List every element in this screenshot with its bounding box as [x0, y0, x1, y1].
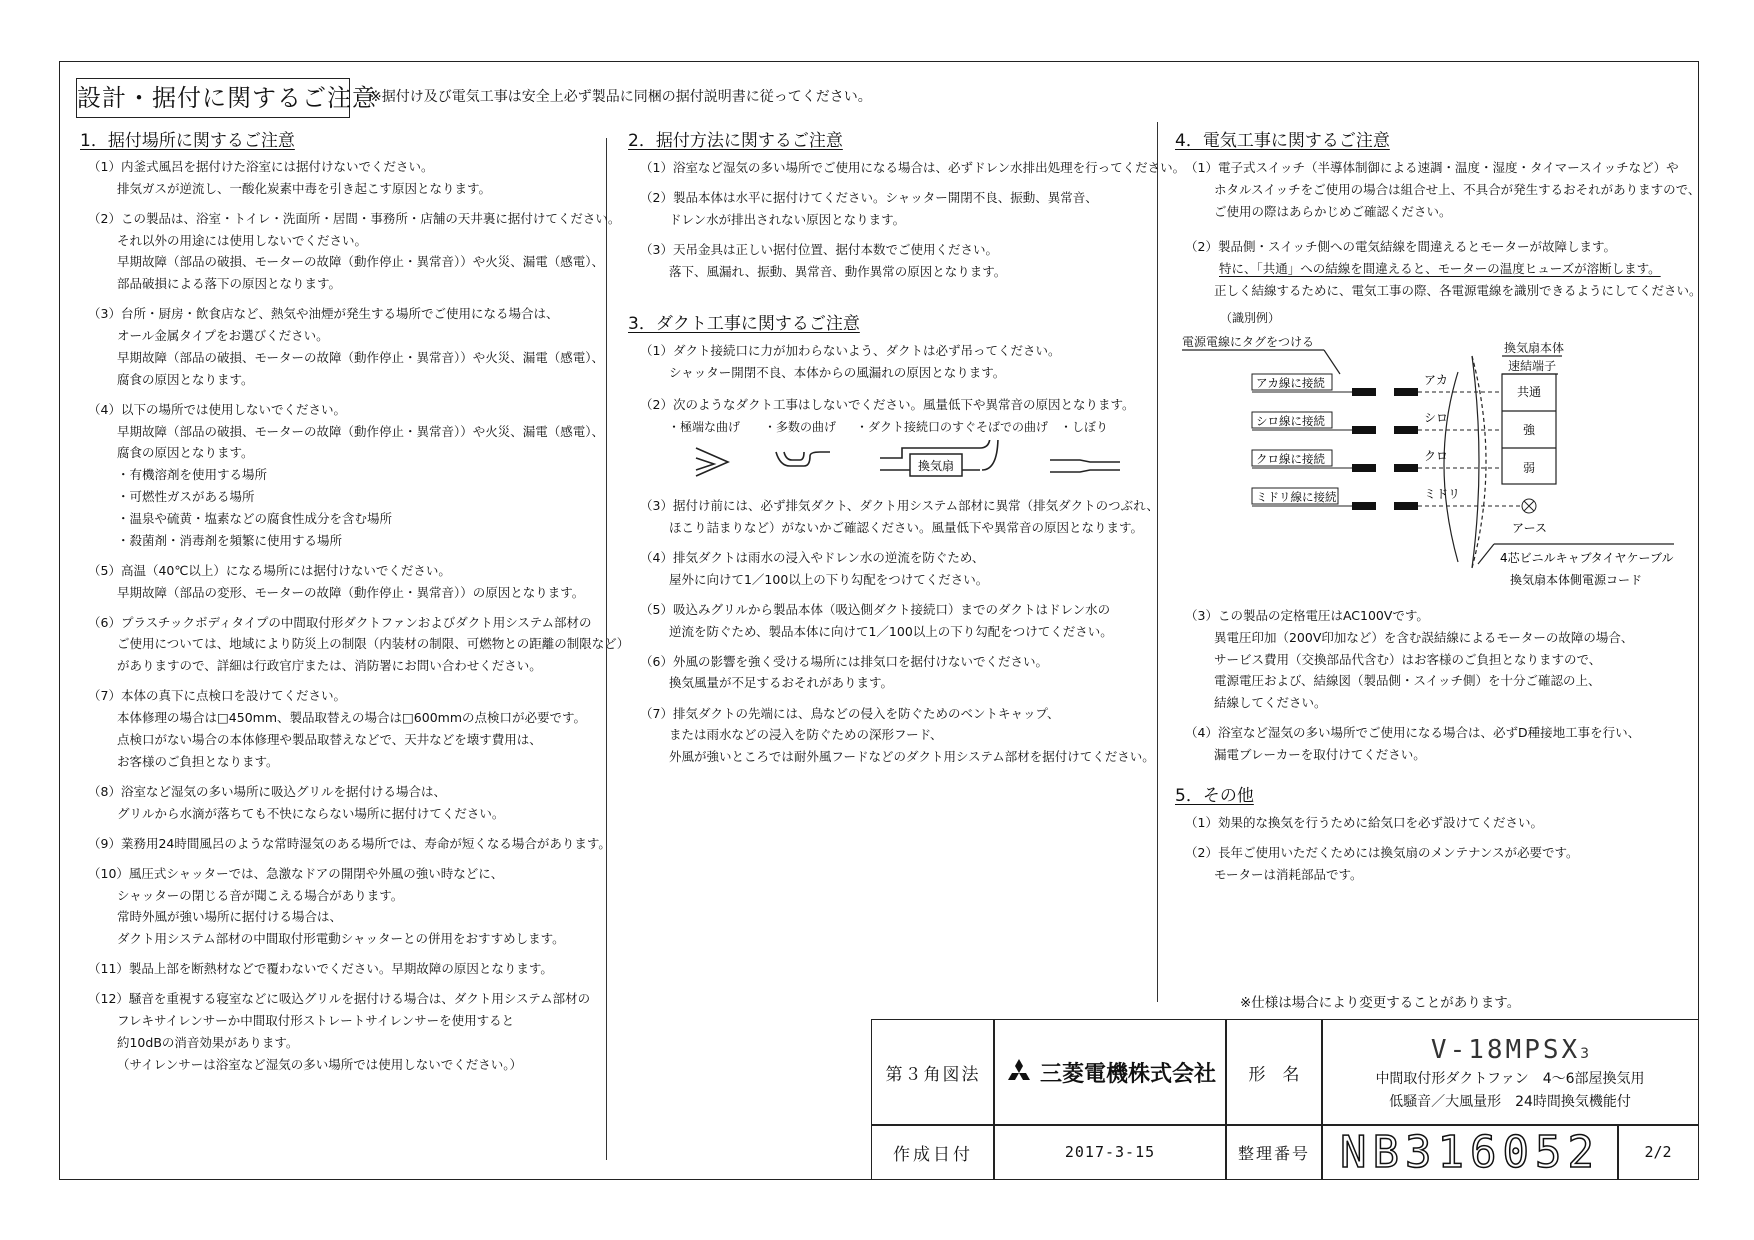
list-item	[640, 495, 1159, 539]
list-item	[88, 988, 629, 1075]
text-line: 約10dBの消音効果があります。	[88, 1034, 299, 1050]
text-line: 早期故障（部品の変形、モーターの故障（動作停止・異常音））の原因となります。	[88, 584, 585, 600]
section4-item2	[1185, 236, 1701, 301]
list-item	[88, 863, 629, 950]
extreme-bend-shape	[696, 448, 728, 476]
text-line: 腐食の原因となります。	[88, 445, 254, 461]
text-line: （8）浴室など湿気の多い場所に吸込グリルを据付ける場合は、	[88, 783, 446, 799]
text-line: 異電圧印加（200V印加など）を含む誤結線によるモーターの故障の場合、	[1185, 629, 1634, 645]
model-desc-1: 中間取付形ダクトファン 4～6部屋換気用	[1375, 1070, 1645, 1087]
list-item	[88, 833, 629, 855]
page-cell	[1617, 1124, 1699, 1180]
terminal-weak: 弱	[1522, 461, 1536, 475]
cord-label: 換気扇本体側電源コード	[1510, 573, 1643, 587]
list-item	[88, 560, 629, 604]
text-line: 腐食の原因となります。	[88, 371, 254, 387]
text-line: シャッター開閉不良、本体からの風漏れの原因となります。	[640, 364, 1006, 380]
docno-cell	[1321, 1124, 1619, 1180]
text-line: （6）外風の影響を強く受ける場所には排気口を据付けないでください。	[640, 653, 1048, 669]
model-desc-2: 低騒音／大風量形 24時間換気機能付	[1389, 1093, 1631, 1110]
example-label: （識別例）	[1220, 311, 1281, 325]
text-line: ・温泉や硫黄・塩素などの腐食性成分を含む場所	[88, 510, 392, 526]
list-item	[88, 303, 629, 390]
text-line: ほこり詰まりなど）がないかご確認ください。風量低下や異常音の原因となります。	[640, 519, 1143, 535]
text-line: 排気ガスが逆流し、一酸化炭素中毒を引き起こす原因となります。	[88, 180, 491, 196]
model-label: 形 名	[1248, 1065, 1300, 1085]
wire-row-red	[1252, 373, 1541, 399]
date-label: 作成日付	[893, 1144, 973, 1165]
text-line: （12）騒音を重視する寝室などに吸込グリルを据付ける場合は、ダクト用システム部材の	[88, 991, 591, 1007]
projection-cell	[871, 1019, 995, 1126]
text-line: 外風が強いところでは耐外風フードなどのダクト用システム部材を据付けてください。	[640, 749, 1155, 765]
terminal-common: 共通	[1516, 385, 1542, 399]
section4-body	[1185, 605, 1640, 774]
page-number: 2/2	[1644, 1143, 1672, 1161]
wire-white: シロ	[1424, 411, 1449, 425]
terminal-label: 速結端子	[1508, 359, 1557, 373]
text-line: （1）効果的な換気を行うために給気口を必ず設けてください。	[1185, 815, 1543, 830]
text-line: （3）台所・厨房・飲食店など、熱気や油煙が発生する場所でご使用になる場合は、	[88, 306, 559, 322]
text-line: （2）この製品は、浴室・トイレ・洗面所・居間・事務所・店舗の天井裏に据付けてください。	[88, 210, 621, 226]
company-cell	[993, 1019, 1227, 1126]
text-line: サービス費用（交換部品代含む）はお客様のご負担となりますので、	[1185, 651, 1602, 667]
text-line: 結線してください。	[1185, 695, 1327, 711]
bad-label-bend-near-port: ・ダクト接続口のすぐそばでの曲げ	[856, 420, 1049, 434]
text-line: モーターは消耗部品です。	[1185, 866, 1363, 882]
model-suffix: 3	[1580, 1045, 1590, 1062]
earth-label: アース	[1512, 521, 1548, 535]
text-line: または雨水などの浸入を防ぐための深形フード、	[640, 727, 943, 743]
document-number: NB316052	[1340, 1126, 1600, 1178]
text-line: 正しく結線するために、電気工事の際、各電源電線を識別できるようにしてください。	[1185, 282, 1702, 298]
text-line: 漏電ブレーカーを取付けてください。	[1185, 747, 1426, 763]
fan-label: 換気扇	[917, 459, 955, 473]
model-cell	[1321, 1019, 1699, 1126]
unit-label: 換気扇本体	[1504, 341, 1565, 355]
wire-green: ミドリ	[1424, 487, 1461, 501]
text-line: （4）以下の場所では使用しないでください。	[88, 401, 346, 417]
text-line: 逆流を防ぐため、製品本体に向けて1／100以上の下り勾配をつけてください。	[640, 623, 1113, 639]
list-item	[1185, 722, 1640, 766]
model-number: V-18MPSX	[1430, 1034, 1581, 1065]
list-item	[640, 599, 1159, 643]
tag-black: クロ線に接続	[1256, 452, 1325, 466]
text-line: がありますので、詳細は行政官庁または、消防署にお問い合わせください。	[88, 658, 542, 674]
text-line: ・有機溶剤を使用する場所	[88, 467, 267, 483]
text-line: オール金属タイプをお選びください。	[88, 328, 329, 344]
spec-note: ※仕様は場合により変更することがあります。	[1240, 995, 1521, 1011]
company-name: 三菱電機株式会社	[1039, 1062, 1216, 1087]
bad-label-extreme-bend: ・極端な曲げ	[668, 420, 741, 434]
tag-red: アカ線に接続	[1256, 376, 1325, 390]
text-line: （1）内釜式風呂を据付けた浴室には据付けないでください。	[88, 159, 434, 174]
section5-heading: 5．その他	[1175, 786, 1254, 806]
text-line: （2）長年ご使用いただくためには換気扇のメンテナンスが必要です。	[1185, 845, 1579, 861]
docno-label: 整理番号	[1237, 1143, 1310, 1163]
text-line: ご使用の際はあらかじめご確認ください。	[1185, 203, 1452, 219]
text-line: （3）天吊金具は正しい据付位置、据付本数でご使用ください。	[640, 241, 998, 257]
text-line: シャッターの閉じる音が聞こえる場合があります。	[88, 887, 404, 903]
text-line: 早期故障（部品の破損、モーターの故障（動作停止・異常音））や火災、漏電（感電）、	[88, 349, 604, 365]
list-item	[88, 612, 629, 677]
text-line: （5）吸込みグリルから製品本体（吸込側ダクト接続口）までのダクトはドレン水の	[640, 601, 1111, 617]
text-line: （10）風圧式シャッターでは、急激なドアの開閉や外風の強い時などに、	[88, 865, 504, 881]
terminal-strong: 強	[1522, 423, 1536, 437]
wire-row-green	[1252, 487, 1547, 535]
text-line: 本体修理の場合は□450mm、製品取替えの場合は□600mmの点検口が必要です。	[88, 710, 587, 726]
text-line: 部品破損による落下の原因となります。	[88, 276, 341, 292]
section1-body	[88, 156, 629, 1084]
text-line: ホタルスイッチをご使用の場合は組合せ上、不具合が発生するおそれがありますので、	[1185, 181, 1701, 197]
text-line: （7）本体の真下に点検口を設けてください。	[88, 688, 346, 704]
mitsubishi-diamonds-icon	[1004, 1059, 1034, 1086]
text-line: 電源電圧および、結線図（製品側・スイッチ側）を十分ご確認の上、	[1185, 673, 1601, 689]
list-item	[640, 187, 1185, 231]
list-item	[640, 157, 1185, 179]
text-line: ご使用については、地域により防災上の制限（内装材の制限、可燃物との距離の制限など）	[88, 636, 630, 652]
list-item	[88, 685, 629, 772]
list-item	[1185, 812, 1578, 834]
tag-white: シロ線に接続	[1256, 414, 1325, 428]
list-item	[88, 156, 629, 200]
section5-body	[1185, 812, 1578, 894]
date-cell	[993, 1124, 1227, 1180]
text-line: （4）排気ダクトは雨水の浸入やドレン水の逆流を防ぐため、	[640, 549, 985, 565]
text-line: （6）プラスチックボディタイプの中間取付形ダクトファンおよびダクト用システム部材の	[88, 614, 592, 630]
wiring-diagram	[1172, 332, 1682, 594]
wire-row-white	[1252, 411, 1536, 437]
list-item	[640, 703, 1159, 768]
page-title: 設計・据付に関するご注意	[76, 78, 350, 118]
tag-label: 電源電線にタグをつける	[1182, 335, 1315, 349]
text-line: （11）製品上部を断熱材などで覆わないでください。早期故障の原因となります。	[88, 961, 553, 977]
list-item	[1185, 842, 1578, 886]
duct-bad-examples-figure	[680, 440, 1130, 490]
date-label-cell	[871, 1124, 995, 1180]
text-line: （3）据付け前には、必ず排気ダクト、ダクト用システム部材に異常（排気ダクトのつぶれ、	[640, 498, 1159, 513]
text-line: 換気風量が不足するおそれがあります。	[640, 675, 893, 691]
safety-note: ※据付け及び電気工事は安全上必ず製品に同梱の据付説明書に従ってください。	[370, 89, 872, 105]
projection-text: 第３角図法	[885, 1065, 981, 1085]
section3-item2: （2）次のようなダクト工事はしないでください。風量低下や異常音の原因となります。	[640, 397, 1135, 412]
text-line: （1）浴室など湿気の多い場所でご使用になる場合は、必ずドレン水排出処理を行ってください。	[640, 160, 1186, 175]
text-line: フレキサイレンサーか中間取付形ストレートサイレンサーを使用すると	[88, 1013, 515, 1029]
wire-black: クロ	[1424, 449, 1449, 463]
section1-heading: 1．据付場所に関するご注意	[80, 131, 295, 151]
wire-red: アカ	[1424, 373, 1448, 387]
section3-item1	[640, 340, 1060, 384]
text-line: （1）ダクト接続口に力が加わらないよう、ダクトは必ず吊ってください。	[640, 343, 1061, 358]
text-line: （1）電子式スイッチ（半導体制御による速調・温度・湿度・タイマースイッチなど）や	[1185, 160, 1679, 175]
text-line: （9）業務用24時間風呂のような常時湿気のある場所では、寿命が短くなる場合があります。	[88, 835, 611, 851]
text-line: 点検口がない場合の本体修理や製品取替えなどで、天井などを壊す費用は、	[88, 731, 542, 747]
text-line: お客様のご負担となります。	[88, 753, 279, 769]
list-item	[88, 399, 629, 552]
section3-heading: 3．ダクト工事に関するご注意	[628, 314, 860, 334]
text-line: 早期故障（部品の破損、モーターの故障（動作停止・異常音））や火災、漏電（感電）、	[88, 254, 604, 270]
bad-label-squeeze: ・しぼり	[1060, 420, 1109, 434]
docno-label-cell	[1225, 1124, 1323, 1180]
date-value: 2017-3-15	[1064, 1143, 1156, 1161]
text-line: （4）浴室など湿気の多い場所でご使用になる場合は、必ずD種接地工事を行い、	[1185, 725, 1641, 741]
bad-label-many-bends: ・多数の曲げ	[764, 420, 837, 434]
text-line: （2）製品本体は水平に据付けてください。シャッター開閉不良、振動、異常音、	[640, 190, 1098, 206]
text-line: 常時外風が強い場所に据付ける場合は、	[88, 909, 342, 925]
text-line: （サイレンサーは浴室など湿気の多い場所では使用しないでください。）	[88, 1056, 523, 1072]
section2-heading: 2．据付方法に関するご注意	[628, 131, 843, 151]
list-item	[640, 651, 1159, 695]
section4-item1	[1185, 157, 1700, 222]
text-line: ・殺菌剤・消毒剤を頻繁に使用する場所	[88, 532, 342, 548]
list-item	[88, 781, 629, 825]
text-line: 落下、風漏れ、振動、異常音、動作異常の原因となります。	[640, 263, 1007, 279]
text-line: （2）製品側・スイッチ側への電気結線を間違えるとモーターが故障します。	[1185, 239, 1616, 254]
text-line: グリルから水滴が落ちても不快にならない場所に据付けてください。	[88, 805, 505, 821]
model-label-cell	[1225, 1019, 1323, 1126]
text-line: 屋外に向けて1／100以上の下り勾配をつけてください。	[640, 571, 989, 587]
text-line: （7）排気ダクトの先端には、鳥などの侵入を防ぐためのベントキャップ、	[640, 705, 1060, 721]
list-item	[640, 239, 1185, 283]
text-line: それ以外の用途には使用しないでください。	[88, 232, 367, 248]
section4-heading: 4．電気工事に関するご注意	[1175, 131, 1390, 151]
text-line: （3）この製品の定格電圧はAC100Vです。	[1185, 608, 1429, 623]
section2-body	[640, 157, 1185, 291]
text-line: ダクト用システム部材の中間取付形電動シャッターとの併用をおすすめします。	[88, 931, 565, 947]
list-item	[1185, 605, 1640, 714]
list-item	[88, 208, 629, 295]
wire-rows	[1252, 373, 1547, 535]
text-line: 早期故障（部品の破損、モーターの故障（動作停止・異常音））や火災、漏電（感電）、	[88, 423, 604, 439]
section3-body	[640, 495, 1159, 776]
tag-green: ミドリ線に接続	[1256, 490, 1337, 504]
text-line: ・可燃性ガスがある場所	[88, 489, 255, 505]
title-block	[871, 1019, 1699, 1180]
text-line: ドレン水が排出されない原因となります。	[640, 211, 906, 227]
list-item	[88, 958, 629, 980]
text-line: （5）高温（40℃以上）になる場所には据付けないでください。	[88, 562, 451, 578]
company-logo	[1004, 1057, 1216, 1088]
fuse-warning: 特に、「共通」への結線を間違えると、モーターの温度ヒューズが溶断します。	[1219, 260, 1661, 276]
text-line-warning	[1185, 258, 1701, 280]
cable-label: 4芯ビニルキャブタイヤケーブル	[1500, 551, 1674, 565]
list-item	[640, 547, 1159, 591]
wire-row-black	[1252, 449, 1535, 475]
